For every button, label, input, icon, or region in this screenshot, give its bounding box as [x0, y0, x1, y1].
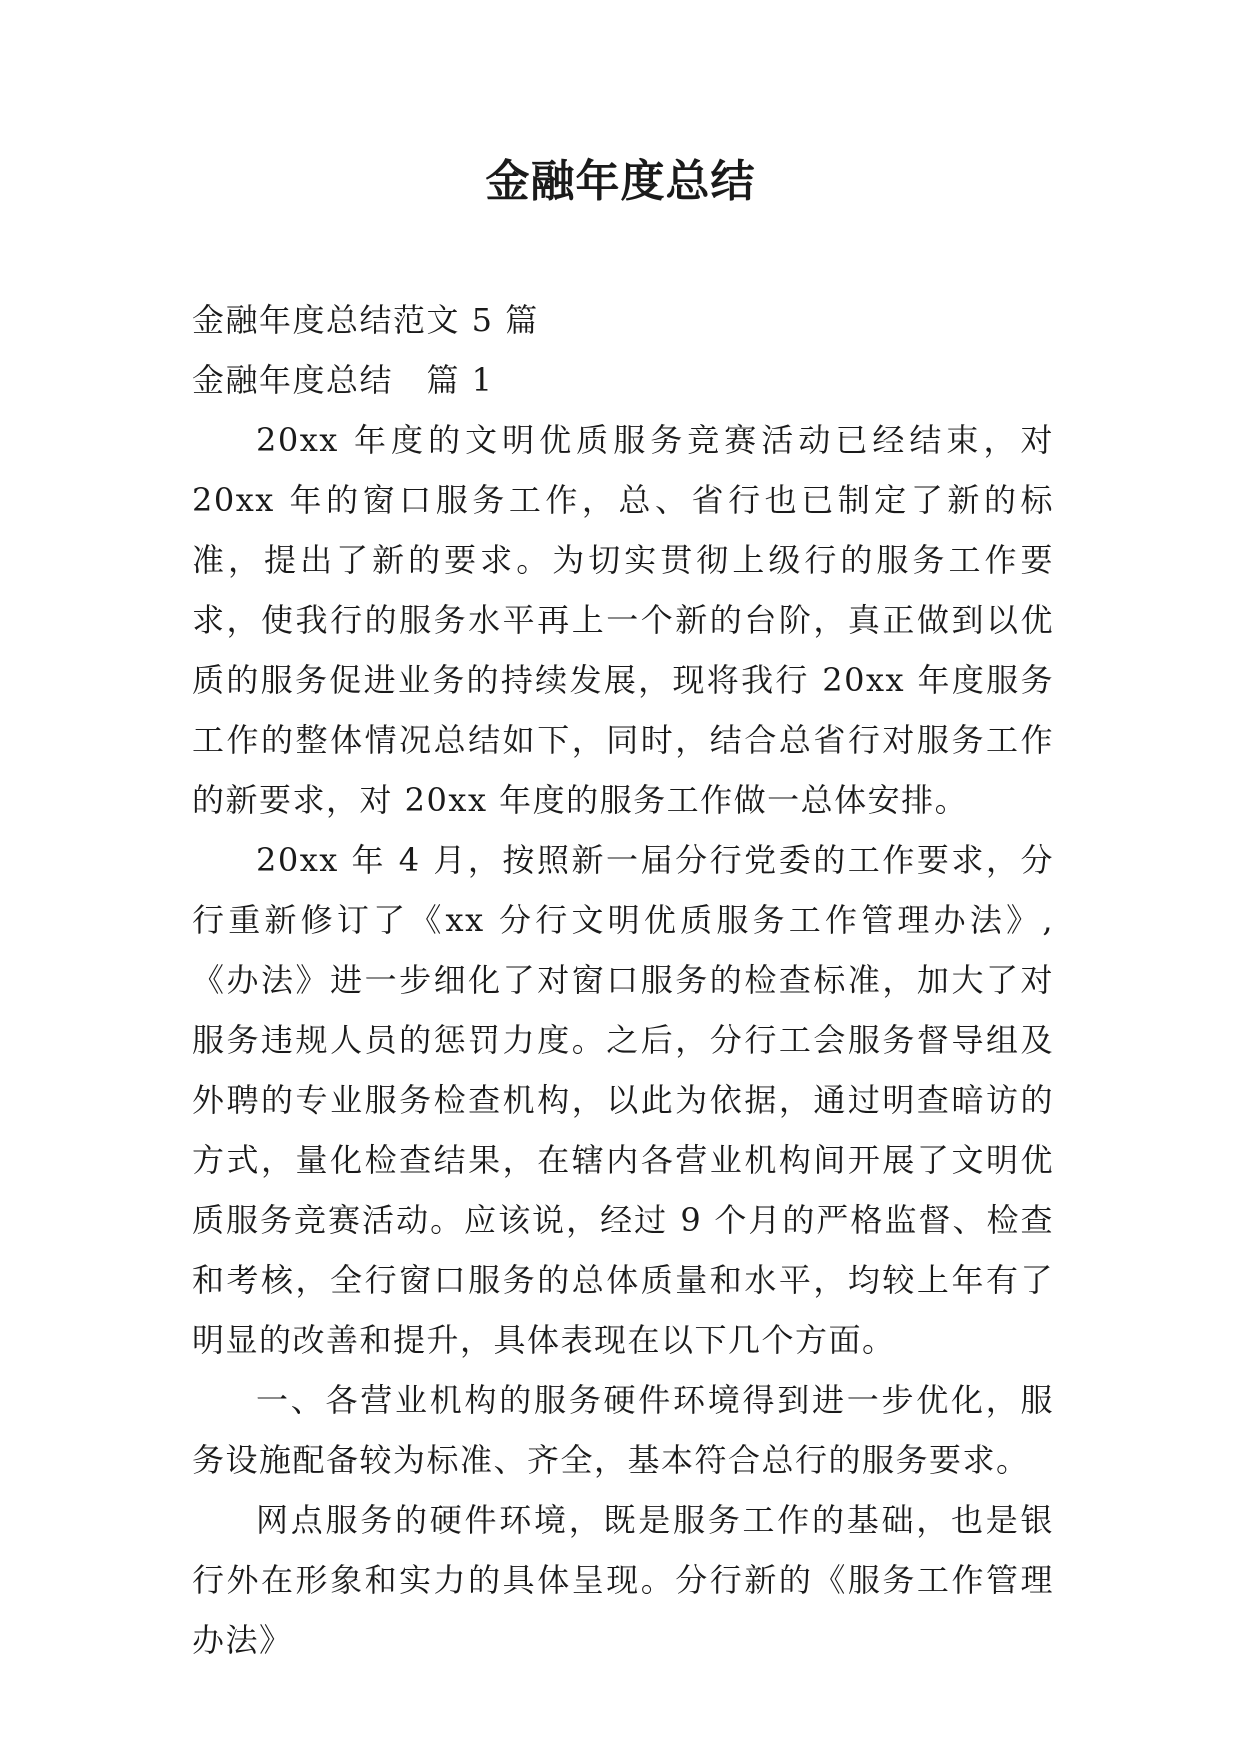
section-heading: 金融年度总结 篇 1: [192, 361, 494, 399]
document-subtitle: 金融年度总结范文 5 篇: [192, 301, 539, 339]
paragraph: 网点服务的硬件环境，既是服务工作的基础，也是银行外在形象和实力的具体呈现。分行新的《服务工作管理办法》: [192, 1501, 1054, 1659]
document-title: 金融年度总结: [485, 156, 756, 207]
document-body: [192, 290, 1054, 1670]
paragraph: 20xx 年 4 月，按照新一届分行党委的工作要求，分行重新修订了《xx 分行文明优质服务工作管理办法》,《办法》进一步细化了对窗口服务的检查标准，加大了对服务违规人员的惩罚力度。之后，分行工会服务督导组及外聘的专业服务检查机构，以此为依据，通过明查暗访的方式，量化检查结果，在辖内各营业机构间开展了文明优质服务竞赛活动。应该说，经过 9 个月的严格监督、检查和考核，全行窗口服务的总体质量和水平，均较上年有了明显的改善和提升，具体表现在以下几个方面。: [192, 841, 1054, 1359]
paragraph: 20xx 年度的文明优质服务竞赛活动已经结束，对 20xx 年的窗口服务工作，总、省行也已制定了新的标准，提出了新的要求。为切实贯彻上级行的服务工作要求，使我行的服务水平再上一个新的台阶，真正做到以优质的服务促进业务的持续发展，现将我行 20xx 年度服务工作的整体情况总结如下，同时，结合总省行对服务工作的新要求，对 20xx 年度的服务工作做一总体安排。: [192, 421, 1054, 819]
paragraph: 一、各营业机构的服务硬件环境得到进一步优化，服务设施配备较为标准、齐全，基本符合总行的服务要求。: [192, 1381, 1054, 1479]
